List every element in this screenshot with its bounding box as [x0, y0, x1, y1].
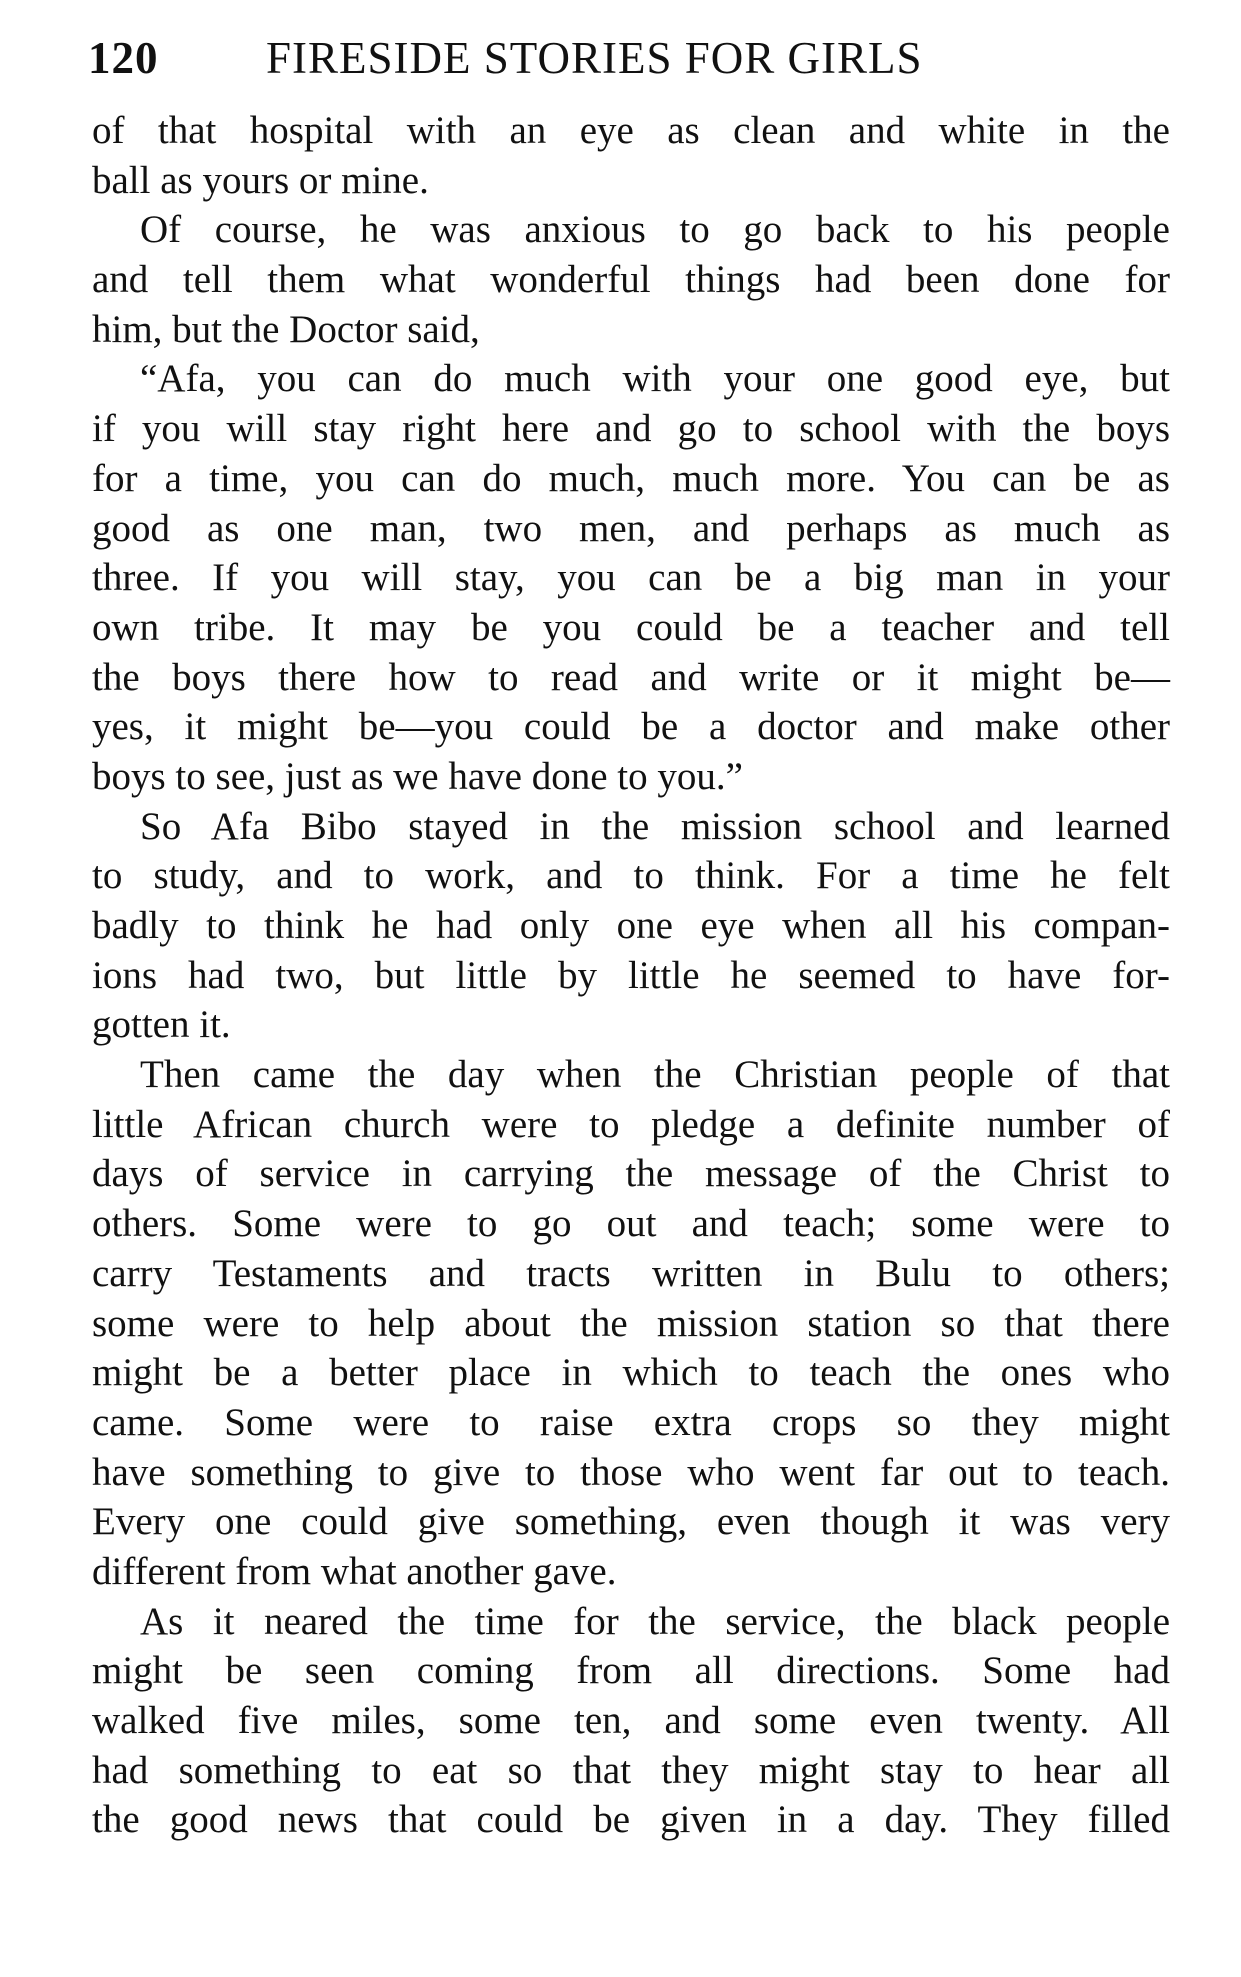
text-line: good as one man, two men, and perhaps as much as — [92, 506, 1170, 550]
page-header — [88, 32, 1168, 102]
text-line: him, but the Doctor said, — [92, 307, 480, 351]
text-line: if you will stay right here and go to school with the boys — [92, 407, 1170, 451]
text-line: and tell them what wonderful things had been done for — [92, 258, 1170, 302]
text-line: might be seen coming from all directions. Some had — [92, 1649, 1170, 1693]
text-line: have something to give to those who went far out to teach. — [92, 1450, 1170, 1494]
text-line: some were to help about the mission station so that there — [92, 1301, 1170, 1345]
text-line: little African church were to pledge a definite number of — [92, 1102, 1170, 1146]
text-line: Every one could give something, even though it was very — [92, 1500, 1170, 1544]
text-line: As it neared the time for the service, the black people — [140, 1599, 1170, 1643]
text-line: of that hospital with an eye as clean and white in the — [92, 109, 1170, 152]
text-line: carry Testaments and tracts written in Bulu to others; — [92, 1251, 1170, 1295]
text-line: “Afa, you can do much with your one good eye, but — [140, 357, 1170, 401]
text-line: three. If you will stay, you can be a big man in your — [92, 556, 1170, 600]
text-line: So Afa Bibo stayed in the mission school and learned — [140, 804, 1170, 848]
text-line: yes, it might be—you could be a doctor and make other — [92, 705, 1170, 749]
text-line: others. Some were to go out and teach; some were to — [92, 1202, 1170, 1246]
text-line: boys to see, just as we have done to you.” — [92, 754, 743, 798]
body-text — [92, 106, 1170, 1845]
page-number: 120 — [88, 33, 159, 83]
text-line: came. Some were to raise extra crops so they might — [92, 1400, 1170, 1444]
text-line: Of course, he was anxious to go back to his people — [140, 208, 1170, 252]
running-title: FIRESIDE STORIES FOR GIRLS — [266, 33, 923, 83]
text-line: gotten it. — [92, 1003, 231, 1047]
text-line: days of service in carrying the message of the Christ to — [92, 1152, 1170, 1196]
text-line: ions had two, but little by little he seemed to have for- — [92, 953, 1170, 997]
text-line: to study, and to work, and to think. For a time he felt — [92, 854, 1170, 898]
text-line: badly to think he had only one eye when all his compan- — [92, 904, 1170, 947]
text-line: the good news that could be given in a day. They filled — [92, 1798, 1170, 1842]
text-line: the boys there how to read and write or it might be— — [92, 655, 1170, 699]
text-line: ball as yours or mine. — [92, 158, 429, 202]
text-line: walked five miles, some ten, and some even twenty. All — [92, 1699, 1170, 1742]
text-line: might be a better place in which to teach the ones who — [92, 1351, 1170, 1395]
text-line: different from what another gave. — [92, 1549, 617, 1593]
text-line: had something to eat so that they might stay to hear all — [92, 1748, 1170, 1792]
text-line: Then came the day when the Christian people of that — [140, 1053, 1170, 1097]
text-line: own tribe. It may be you could be a teacher and tell — [92, 605, 1170, 649]
text-line: for a time, you can do much, much more. You can be as — [92, 456, 1170, 500]
